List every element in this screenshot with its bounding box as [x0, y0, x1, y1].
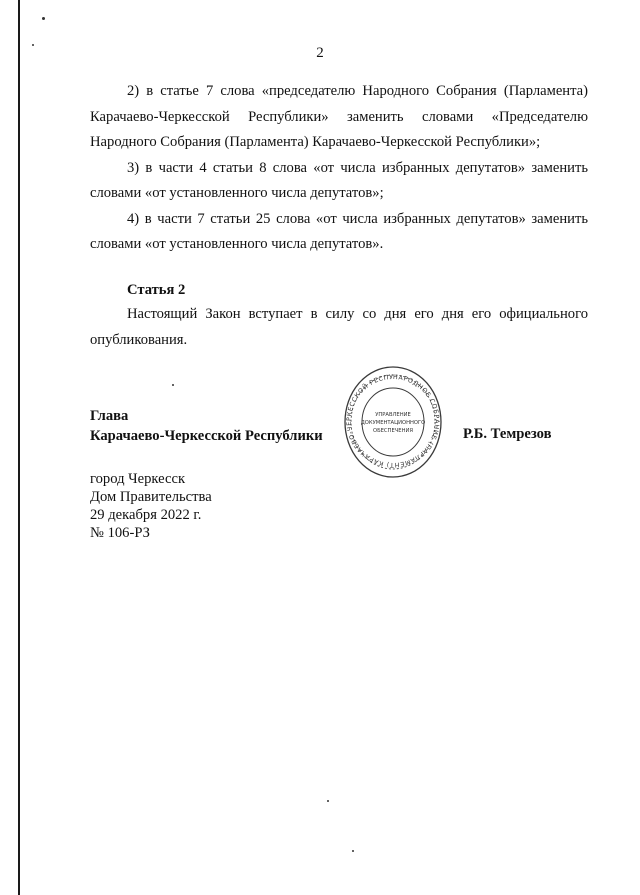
- seal-inner-line: ОБЕСПЕЧЕНИЯ: [373, 428, 413, 434]
- page-number: 2: [316, 45, 324, 61]
- scan-speck: [327, 800, 329, 802]
- seal-graphic: [343, 364, 443, 479]
- article-text: Настоящий Закон вступает в силу со дня его дня его официального опубликования.: [90, 306, 588, 348]
- seal-inner-line: УПРАВЛЕНИЕ: [375, 412, 411, 418]
- building-line: Дом Правительства: [90, 489, 212, 505]
- official-seal: [343, 364, 443, 479]
- date-line: 29 декабря 2022 г.: [90, 507, 202, 523]
- article-heading: Статья 2: [127, 282, 186, 298]
- signatory-title-line: Глава: [90, 408, 129, 424]
- signatory-name: Р.Б. Темрезов: [463, 426, 552, 442]
- city-line: город Черкесск: [90, 471, 186, 487]
- law-number-line: № 106-РЗ: [90, 525, 150, 541]
- signatory-title: [90, 406, 323, 446]
- amendments-list: [90, 79, 588, 258]
- amendment-paragraph: 2) в статье 7 слова «председателю Народного Собрания (Парламента) Карачаево-Черкесской Республики» заменить словами «Председателю Народного Собрания (Парламента) Карачаево-Черкесской Республики»;: [90, 83, 588, 150]
- scan-speck: [352, 850, 354, 852]
- place-and-date: [90, 470, 212, 542]
- amendment-paragraph: 4) в части 7 статьи 25 слова «от числа избранных депутатов» заменить словами «от установленного числа депутатов».: [90, 210, 588, 252]
- scan-edge-line: [18, 0, 20, 895]
- scan-speck: [172, 384, 174, 386]
- article-body: [90, 302, 588, 353]
- scan-speck: [42, 17, 45, 20]
- amendment-paragraph: 3) в части 4 статьи 8 слова «от числа избранных депутатов» заменить словами «от установленного числа депутатов»;: [90, 159, 588, 201]
- seal-outer-text: НАРОДНОЕ СОБРАНИЕ (ПАРЛАМЕНТ) КАРАЧАЕВО-ЧЕРКЕССКОЙ РЕСПУ: [345, 373, 440, 469]
- signatory-title-line: Карачаево-Черкесской Республики: [90, 428, 323, 444]
- seal-inner-line: ДОКУМЕНТАЦИОННОГО: [360, 420, 426, 426]
